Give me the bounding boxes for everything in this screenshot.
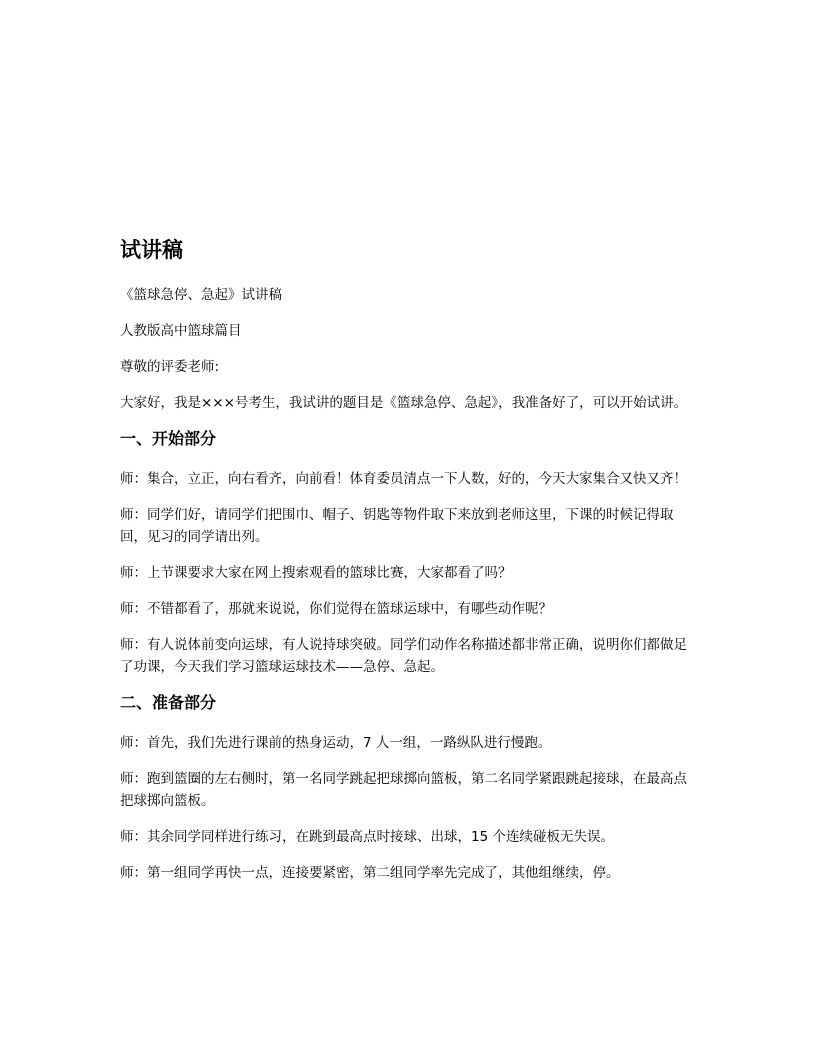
textbook-line: 人教版高中篮球篇目 xyxy=(120,323,242,339)
section-1-paragraph: 师：上节课要求大家在网上搜索观看的篮球比赛，大家都看了吗？ xyxy=(120,565,512,581)
document-title: 试讲稿 xyxy=(120,238,183,262)
greeting-line: 尊敬的评委老师: xyxy=(120,359,220,375)
section-1-paragraph: 师：集合，立正，向右看齐，向前看！体育委员清点一下人数，好的，今天大家集合又快又齐！ xyxy=(120,471,687,487)
section-heading-start: 一、开始部分 xyxy=(120,429,217,448)
section-1-paragraph: 师：不错都看了，那就来说说，你们觉得在篮球运球中，有哪些动作呢？ xyxy=(120,601,552,617)
section-heading-prep: 二、准备部分 xyxy=(120,693,217,712)
intro-paragraph: 大家好，我是×××号考生，我试讲的题目是《篮球急停、急起》，我准备好了，可以开始试讲。 xyxy=(120,395,688,411)
section-2-paragraph: 师：第一组同学再快一点，连接要紧密，第二组同学率先完成了，其他组继续，停。 xyxy=(120,865,620,881)
document-page xyxy=(120,236,700,898)
section-2-paragraph: 师：跑到篮圈的左右侧时，第一名同学跳起把球掷向篮板，第二名同学紧跟跳起接球，在最高点把球掷向篮板。 xyxy=(120,771,687,809)
section-1-paragraph: 师：有人说体前变向运球，有人说持球突破。同学们动作名称描述都非常正确，说明你们都做足了功课，今天我们学习篮球运球技术——急停、急起。 xyxy=(120,637,687,675)
section-2-paragraph: 师：其余同学同样进行练习，在跳到最高点时接球、出球，15 个连续碰板无失误。 xyxy=(120,829,614,845)
section-2-paragraph: 师：首先，我们先进行课前的热身运动，7 人一组，一路纵队进行慢跑。 xyxy=(120,735,552,751)
lesson-title-line: 《篮球急停、急起》试讲稿 xyxy=(120,287,282,303)
section-1-paragraph: 师：同学们好，请同学们把围巾、帽子、钥匙等物件取下来放到老师这里，下课的时候记得取回，见习的同学请出列。 xyxy=(120,507,674,545)
